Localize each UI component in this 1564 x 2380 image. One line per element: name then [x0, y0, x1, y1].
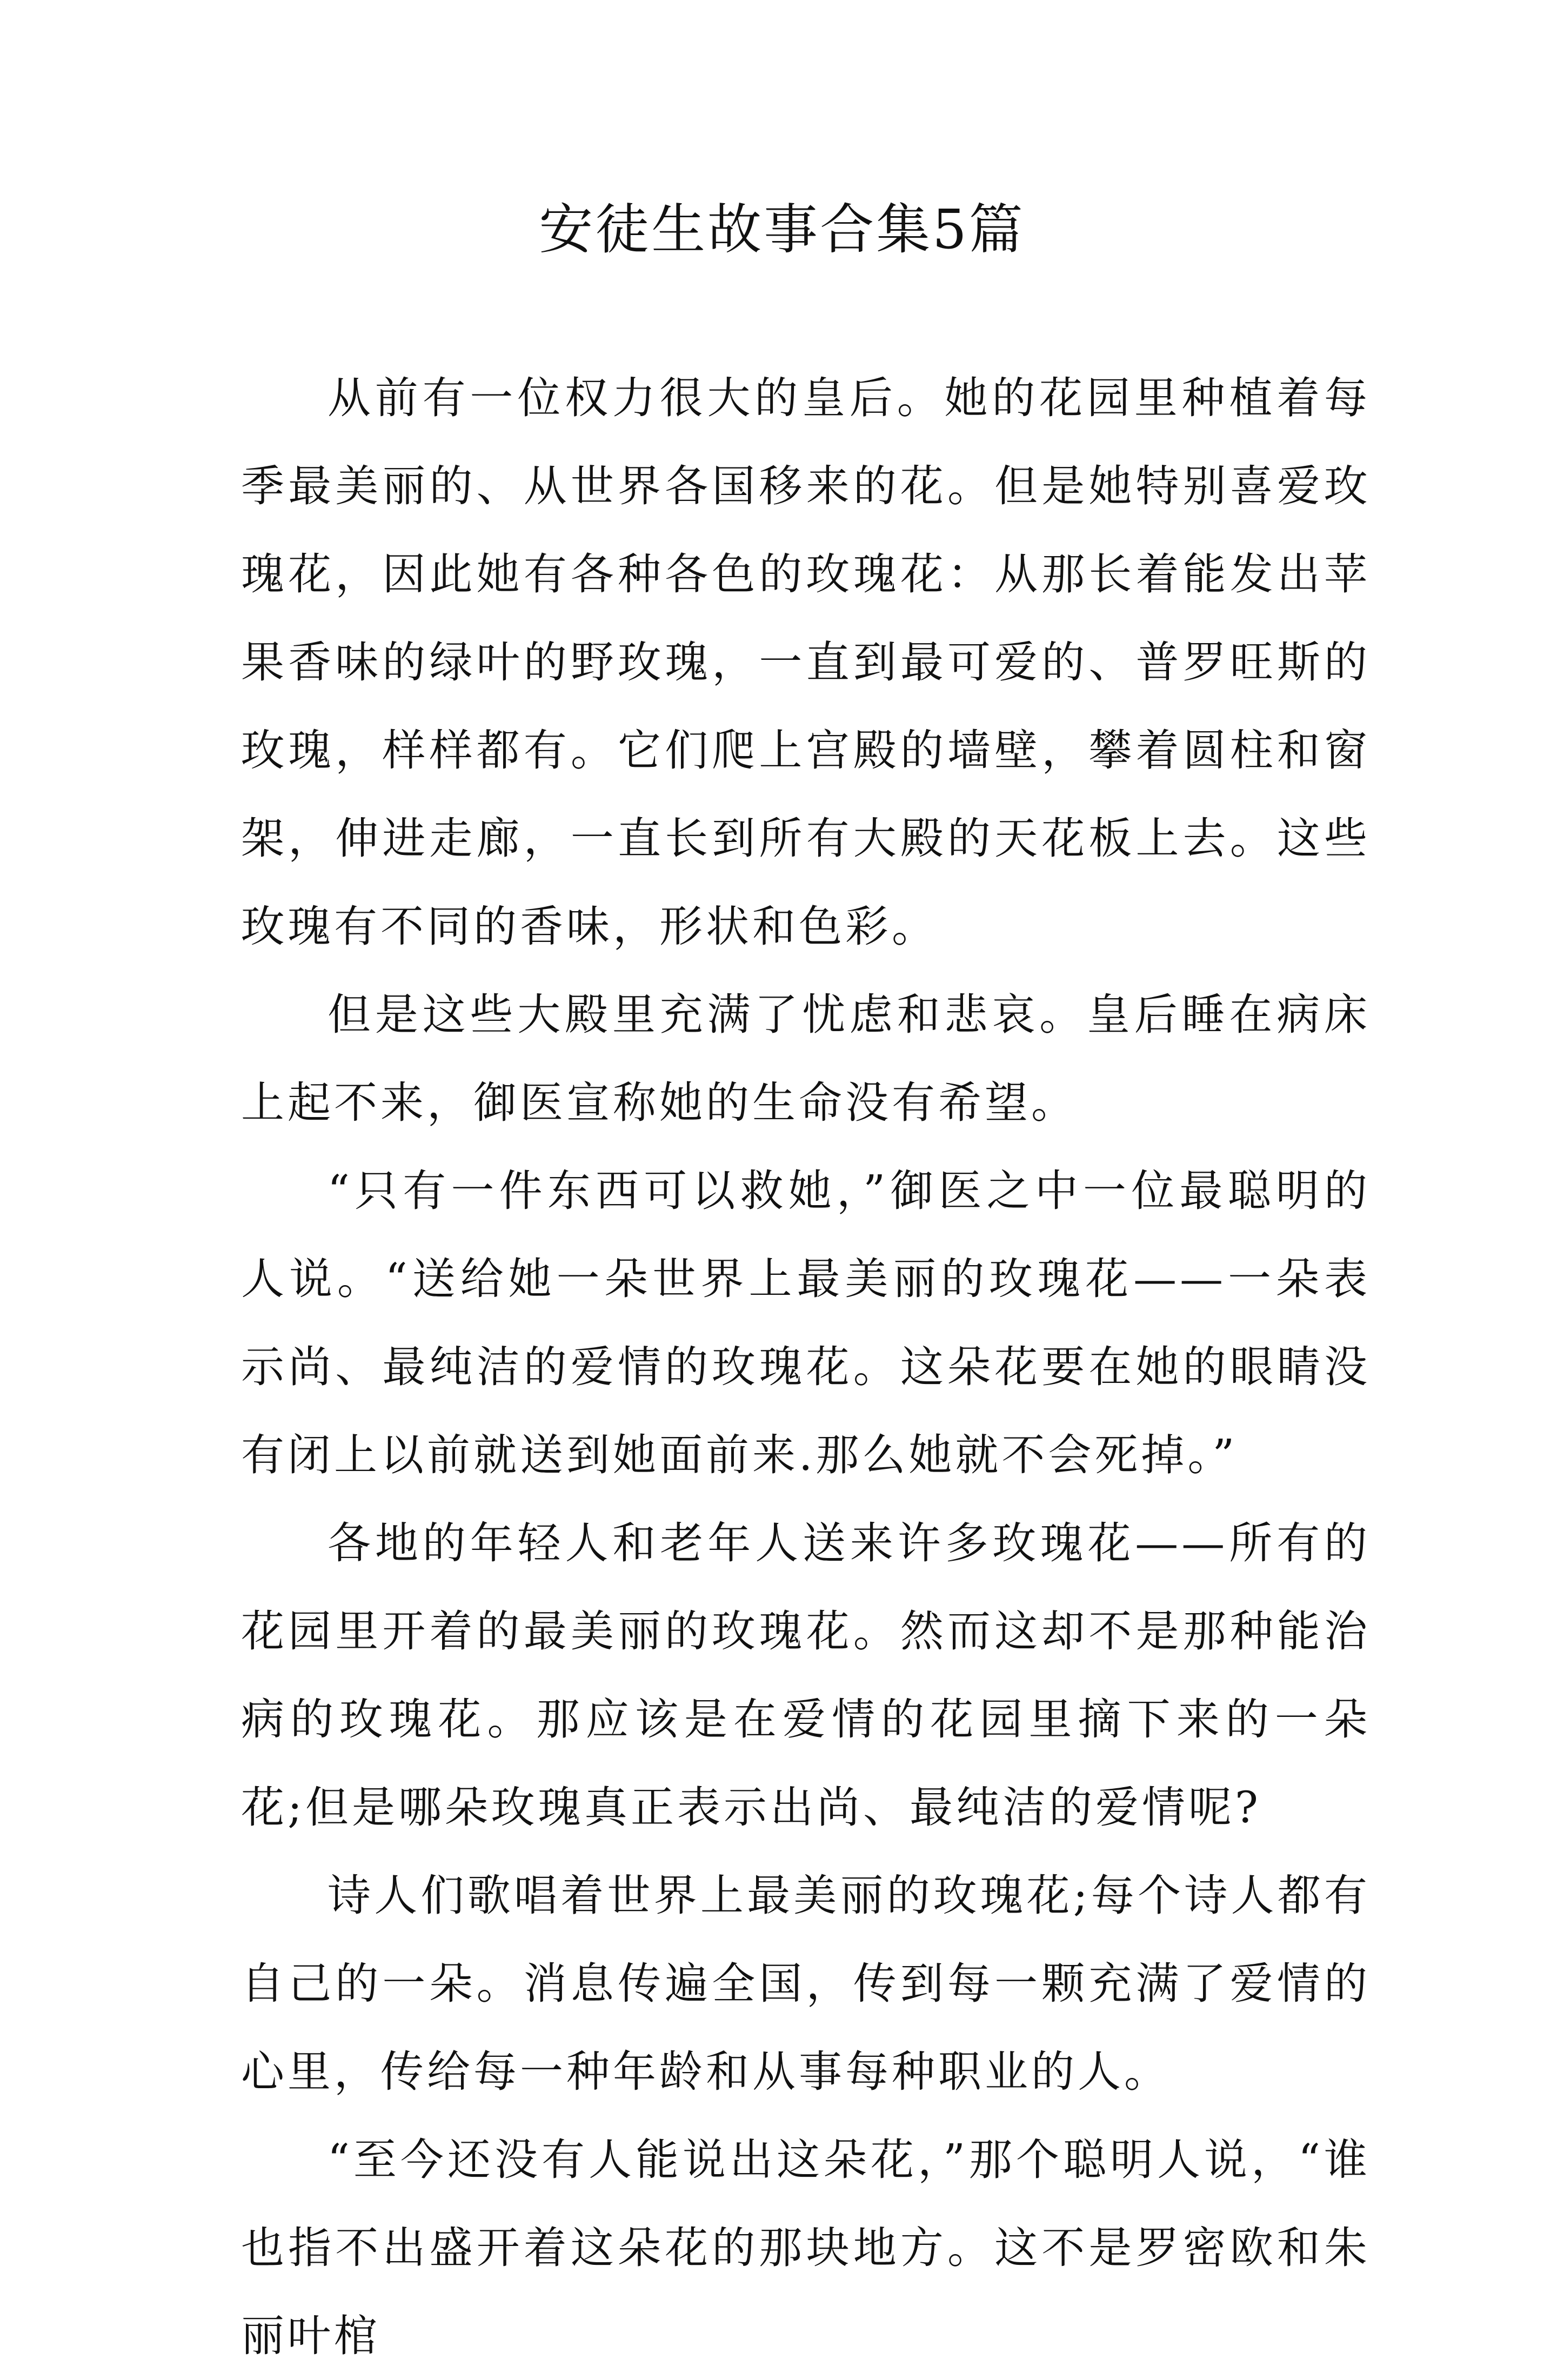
paragraph: 从前有一位权力很大的皇后。她的花园里种植着每季最美丽的、从世界各国移来的花。但是她特别喜爱玫瑰花，因此她有各种各色的玫瑰花：从那长着能发出苹果香味的绿叶的野玫瑰，一直到最可爱的、普罗旺斯的玫瑰，样样都有。它们爬上宫殿的墙壁，攀着圆柱和窗架，伸进走廊，一直长到所有大殿的天花板上去。这些玫瑰有不同的香味，形状和色彩。 — [241, 373, 1371, 952]
paragraph: 各地的年轻人和老年人送来许多玫瑰花——所有的花园里开着的最美丽的玫瑰花。然而这却不是那种能治病的玫瑰花。那应该是在爱情的花园里摘下来的一朵花;但是哪朵玫瑰真正表示出尚、最纯洁的爱情呢? — [241, 1518, 1371, 1833]
paragraph: “只有一件东西可以救她，”御医之中一位最聪明的人说。“送给她一朵世界上最美丽的玫瑰花——一朵表示尚、最纯洁的爱情的玫瑰花。这朵花要在她的眼睛没有闭上以前就送到她面前来.那么她就不会死掉。” — [241, 1166, 1371, 1480]
paragraph: “至今还没有人能说出这朵花，”那个聪明人说，“谁也指不出盛开着这朵花的那块地方。这不是罗密欧和朱丽叶棺 — [241, 2135, 1371, 2361]
document-title: 安徒生故事合集5篇 — [539, 198, 1025, 261]
paragraph: 诗人们歌唱着世界上最美丽的玫瑰花;每个诗人都有自己的一朵。消息传遍全国，传到每一颗充满了爱情的心里，传给每一种年龄和从事每种职业的人。 — [241, 1870, 1371, 2097]
document-body — [241, 354, 1371, 2380]
paragraph: 但是这些大殿里充满了忧虑和悲哀。皇后睡在病床上起不来，御医宣称她的生命没有希望。 — [241, 990, 1371, 1128]
